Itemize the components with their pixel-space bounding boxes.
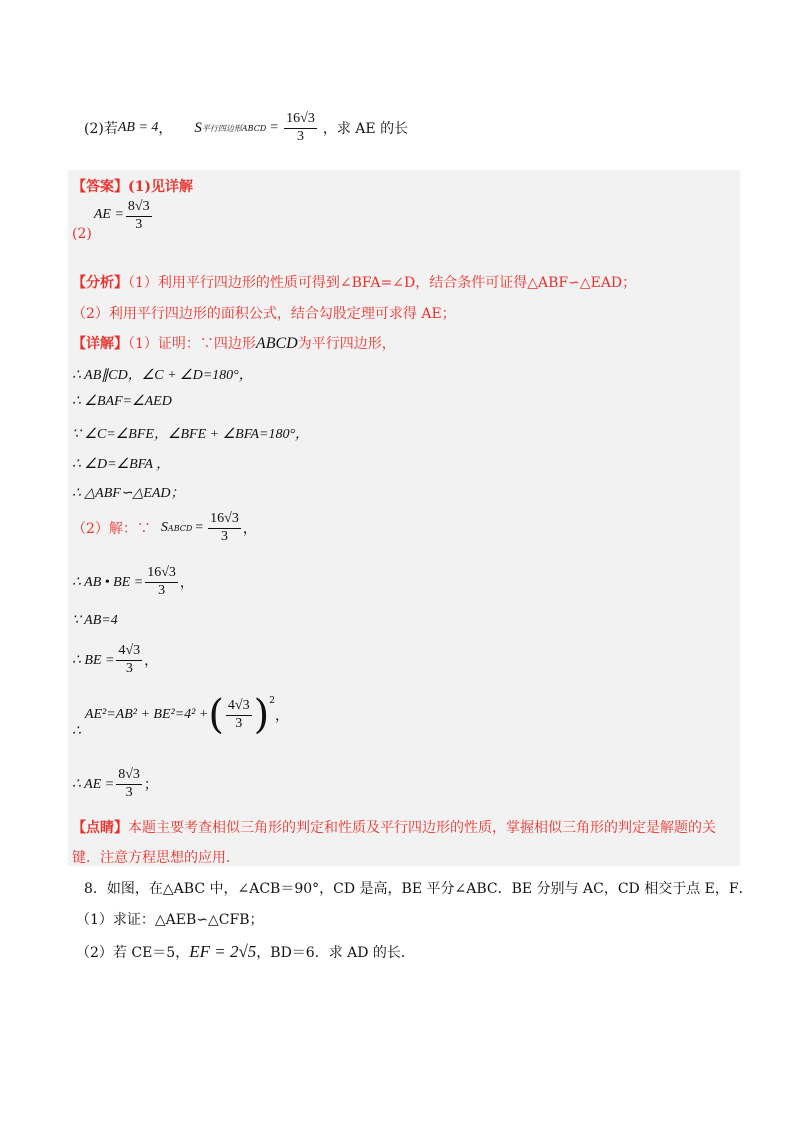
detail-l7-num: 16√3 [208, 511, 241, 528]
detail-line10 [72, 640, 158, 680]
detail-line12 [72, 764, 158, 804]
detail-l12-semicolon: ； [143, 777, 158, 793]
q7-area-num: 16√3 [284, 111, 317, 128]
q7-area-fraction [284, 111, 317, 144]
detail-l1-a: （1）证明：∵四边形 [128, 336, 256, 352]
q7-tail: ，求 AE 的长 [322, 121, 409, 137]
detail-l11-comma: ， [274, 708, 289, 724]
detail-line4: ∵ ∠C=∠BFE，∠BFE + ∠BFA=180°， [72, 427, 310, 442]
detail-l10-prefix: ∴ BE = [72, 652, 115, 668]
q7-comma: ， [158, 121, 173, 137]
answer-part2 [72, 200, 154, 242]
answer-p2-lhs: AE = [93, 207, 124, 222]
answer-line [72, 176, 193, 196]
q7-equals: = [270, 120, 279, 135]
detail-l11-prefix: ∴ [72, 724, 81, 739]
answer-text: (1)见详解 [128, 179, 193, 195]
q8-part2 [76, 942, 415, 962]
answer-p2-num: 8√3 [126, 199, 152, 216]
q8-stem: 8．如图，在△ABC 中，∠ACB＝90°，CD 是高，BE 平分∠ABC．BE 分别与 AC，CD 相交于点 E，F． [84, 881, 753, 897]
detail-line5: ∴ ∠D=∠BFA ， [72, 457, 171, 472]
detail-l7-fraction [208, 511, 241, 544]
answer-p2-prefix: (2) [72, 226, 92, 242]
comment-text1: 本题主要考查相似三角形的判定和性质及平行四边形的性质，掌握相似三角形的判定是解题的关 [128, 820, 716, 836]
detail-l11-expr: AE²=AB² + BE²=4² + [84, 707, 209, 722]
detail-l10-fraction [116, 643, 142, 676]
detail-l7-prefix: （2）解：∵ [72, 521, 151, 537]
detail-line7 [72, 508, 257, 548]
detail-line3: ∴ ∠BAF=∠AED [72, 394, 172, 409]
detail-l10-comma: ， [144, 653, 159, 669]
q7-cond-ab: AB = 4 [117, 120, 159, 135]
detail-l8-fraction [145, 565, 178, 598]
detail-l12-num: 8√3 [116, 767, 142, 784]
detail-l12-den: 3 [125, 784, 133, 800]
comment-tag: 【点睛】 [72, 820, 128, 836]
detail-l10-den: 3 [125, 660, 133, 676]
detail-l8-den: 3 [158, 582, 166, 598]
square-exponent: 2 [269, 696, 275, 706]
detail-l7-den: 3 [221, 528, 229, 544]
analysis-line1 [72, 272, 636, 292]
detail-l12-prefix: ∴ AE = [72, 776, 115, 792]
q7-area-symbol: S [194, 119, 202, 136]
q7-part2-line [84, 110, 408, 146]
detail-line11 [72, 690, 289, 740]
detail-l11-num: 4√3 [226, 698, 252, 715]
q8-part2-a: （2）若 CE＝5， [76, 945, 190, 961]
q8-part2-b: ，BD＝6．求 AD 的长． [256, 945, 415, 961]
detail-l12-fraction [116, 767, 142, 800]
detail-line1 [72, 333, 396, 353]
analysis-text1: （1）利用平行四边形的性质可得到∠BFA=∠D，结合条件可证得△ABF∽△EAD； [128, 275, 637, 291]
comment-line2: 键．注意方程思想的应用． [72, 850, 240, 866]
analysis-tag: 【分析】 [72, 275, 128, 291]
answer-p2-den: 3 [135, 216, 143, 232]
detail-l1-c: 为平行四边形， [297, 336, 396, 352]
detail-line9: ∵ AB=4 [72, 613, 118, 628]
q8-part2-eq: EF = 2√5 [189, 942, 257, 961]
q7-part2-prefix: (2)若 [84, 121, 118, 137]
left-paren: ( [208, 692, 224, 738]
answer-tag: 【答案】 [72, 179, 128, 195]
q7-area-den: 3 [297, 128, 304, 144]
detail-l8-comma: ， [179, 575, 194, 591]
comment-line1 [72, 817, 716, 837]
detail-line8 [72, 562, 194, 602]
detail-l7-s: S [160, 520, 168, 535]
detail-l1-b: ABCD [255, 335, 298, 352]
answer-p2-fraction [126, 199, 152, 232]
detail-tag: 【详解】 [72, 336, 128, 352]
q8-part1: （1）求证：△AEB∽△CFB； [76, 912, 264, 928]
analysis-line2: （2）利用平行四边形的面积公式，结合勾股定理可求得 AE； [72, 306, 456, 322]
detail-line2: ∴ AB∥CD，∠C + ∠D=180°， [72, 368, 253, 383]
detail-l8-prefix: ∴ AB • BE = [72, 574, 144, 590]
q7-area-subscript: 平行四边形ABCD [201, 123, 267, 133]
detail-line6: ∴ △ABF∽△EAD； [72, 486, 185, 501]
detail-l8-num: 16√3 [145, 565, 178, 582]
detail-l10-num: 4√3 [116, 643, 142, 660]
right-paren: ) [253, 692, 270, 738]
detail-l7-sub: ABCD [167, 523, 193, 533]
detail-l11-den: 3 [235, 715, 243, 731]
detail-l11-fraction [226, 698, 252, 731]
detail-l7-comma: ， [242, 521, 257, 537]
detail-l7-eq: = [195, 520, 204, 535]
